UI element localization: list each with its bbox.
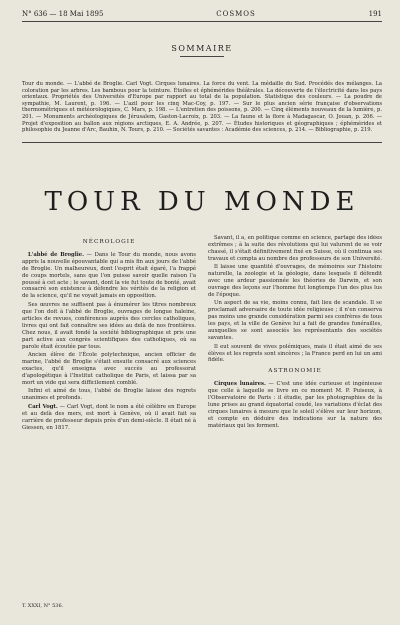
article-paragraph <box>208 264 382 299</box>
paragraph-text: Un aspect de sa vie, moins connu, fait lieu de scandale. Il se proclamait adversaire de toute idée religieuse ; il n'en conserva pas moins une grande considération parmi ses confrères de tous les pays, et la ville de Genève lui a fait de grandes funérailles, auxquelles se sont associés les représentants des sociétés savantes. <box>208 300 382 342</box>
article-paragraph <box>208 235 382 263</box>
left-column <box>22 235 196 625</box>
running-header <box>22 10 382 22</box>
paragraph-lead: Carl Vogt. <box>28 403 58 410</box>
article-paragraph <box>208 300 382 342</box>
section-title: TOUR DU MONDE <box>44 186 360 217</box>
paragraph-lead: Cirques lunaires. <box>214 381 266 388</box>
right-paragraphs <box>208 235 382 430</box>
paragraph-text: Il laisse une quantité d'ouvrages, de mémoires sur l'histoire naturelle, la zoologie et la géologie, dans lesquels il défendit avec une ardeur passionnée les théories de Darwin, et son ouvrage des leçons sur l'homme fut longtemps l'un des plus lus de l'époque. <box>208 264 382 298</box>
paragraph-text: — Dans le Tour du monde, nous avons appris la nouvelle épouvantable qui a mis fin aux jours de l'abbé de Broglie. Un malheureux, dont l'esprit était égaré, l'a frappé de coups mortels, sans que l'on puisse savoir quelle raison l'a poussé à cet acte ; le savant, dont la vie fut toute de bonté, avait consacré son existence à défendre les vérités de la religion et de la science, qu'il ne voyait jamais en opposition. <box>22 251 196 300</box>
paragraph-text: — Carl Vogt, dont le nom a été célèbre en Europe et au delà des mers, est mort à Genève, où il avait fait sa carrière de professeur depuis près d'un demi-siècle. Il était né à Giessen, en 1817. <box>22 403 196 431</box>
article-paragraph <box>22 352 196 387</box>
issue-date: N° 636 — 18 Mai 1895 <box>22 10 104 18</box>
left-paragraphs <box>22 252 196 432</box>
summary-divider <box>22 142 382 143</box>
paragraph-text: Ses œuvres ne suffisent pas à énumérer les titres nombreux que l'on doit à l'abbé de Broglie, ouvrages de longue haleine, articles de revues, conférences auprès des cercles catholiques, livres qui ont fait connaître ses idées au delà de nos frontières. Chez nous, il avait fondé la société bibliographique et pris une part active aux congrès scientifiques des catholiques, où sa parole était écoutée par tous. <box>22 301 196 350</box>
article-paragraph <box>208 381 382 430</box>
summary-text: Tour du monde. — L'abbé de Broglie. Carl Vogt. Cirques lunaires. La force du vent. La médaille du Sud. Procédés des mélanges. La coloration par les arbres. Les bambous pour la teinture. Étoiles et éphémérides théâtrales. La découverte de l'électricité dans les pays orientaux. Propriétés des Universités d'Europe par rapport au total de la population. Statistique des couleurs. — La poudre de sympathie, M. Laurent, p. 196. — L'azil pour les cinq Mac-Coy, p. 197. — Sur le plus ancien série française d'observations thermométriques et météorologiques, C. Mars, p. 198. — L'entretien des poissons, p. 200. — Cinq éléments nouveaux de la lumière, p. 201. — Monuments archéologiques de Jérusalem, Gaston-Lacroix, p. 203. — La faune et la flore à Madagascar, O. Jouan, p. 206. — Projet d'exposition au ballon aux régions arctiques, E. A. Andrée, p. 207. — Études historiques et géographiques ; éphémérides et philosophie du Jeanne d'Arc, Bauhin, N. Tours, p. 210. — Sociétés savantes : Académie des sciences, p. 214. — Bibliographie, p. 219. <box>22 81 382 134</box>
page-number: 191 <box>368 10 382 18</box>
paragraph-text: Infini et aimé de tous, l'abbé de Broglie laisse des regrets unanimes et profonds. <box>22 388 196 402</box>
article-paragraph <box>22 252 196 301</box>
article-paragraph <box>22 302 196 351</box>
page-footer: T. XXXI, N° 536. <box>22 603 64 609</box>
article-paragraph <box>22 388 196 402</box>
section-heading-necrologie: NÉCROLOGIE <box>82 238 136 245</box>
paragraph-text: — C'est une idée curieuse et ingénieuse que celle à laquelle se livre en ce moment M. P. Puiseux, à l'Observatoire de Paris : il étudie, par les photographies de la lune prises au grand équatorial coudé, les variations d'éclat des cirques lunaires à mesure que le soleil s'élève sur leur horizon, et compte en déduire des indications sur la nature des matériaux qui les forment. <box>208 381 382 430</box>
paragraph-text: Savant, il a, en politique comme en science, partagé des idées extrêmes ; à la suite des révolutions qui lui valurent de se voir chassé, il s'était définitivement fixé en Suisse, où il continua ses travaux et compta au nombre des professeurs de son Université. <box>208 234 382 262</box>
article-columns <box>22 235 382 625</box>
right-column <box>208 235 382 625</box>
paragraph-text: Il eut souvent de vives polémiques, mais il était aimé de ses élèves et les regrets sont sincères ; la France perd en lui un ami fidèle. <box>208 343 382 364</box>
paragraph-text: Ancien élève de l'École polytechnique, ancien officier de marine, l'abbé de Broglie s'était ensuite consacré aux sciences exactes, qu'il enseigna avec succès au professorat d'apologétique à l'Institut catholique de Paris, et laissa par sa mort un vide qui sera difficilement comblé. <box>22 352 196 386</box>
section-heading: ASTRONOMIE <box>268 368 322 375</box>
paragraph-lead: L'abbé de Broglie. <box>28 251 85 258</box>
article-paragraph <box>208 344 382 365</box>
heading-rule <box>180 56 224 57</box>
sommaire-heading: SOMMAIRE <box>171 44 233 53</box>
article-paragraph <box>22 404 196 432</box>
journal-name: COSMOS <box>216 10 256 18</box>
